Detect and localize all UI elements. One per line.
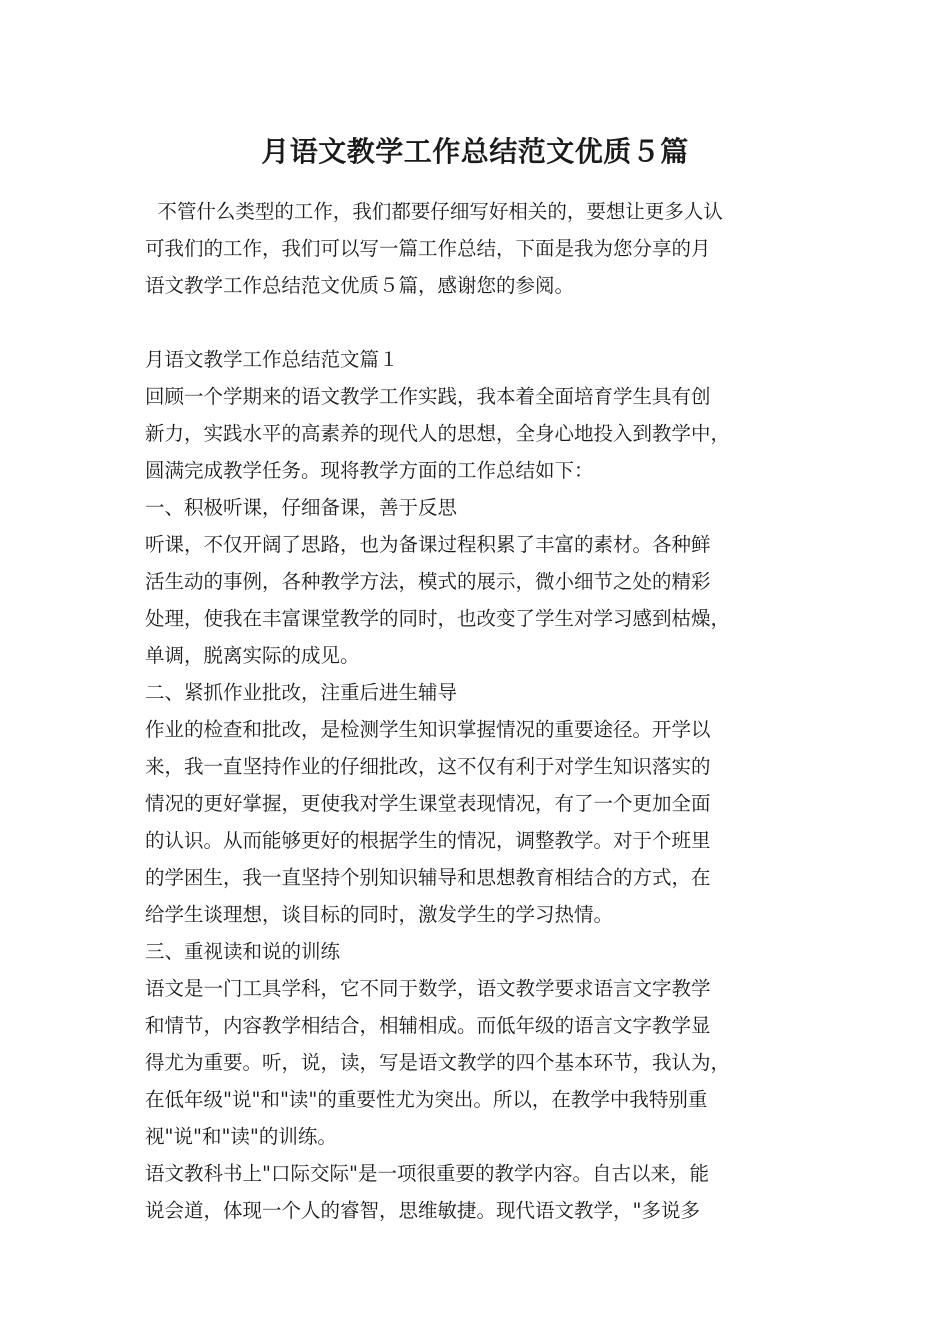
- text-line: 圆满完成教学任务。现将教学方面的工作总结如下：: [145, 459, 594, 482]
- text-line: 三、重视读和说的训练: [145, 940, 341, 963]
- document-body: [145, 193, 825, 1229]
- text-line: 语文教科书上"口际交际"是一项很重要的教学内容。自古以来，能: [145, 1162, 709, 1185]
- text-line: 说会道，体现一个人的睿智，思维敏捷。现代语文教学，"多说多: [145, 1199, 700, 1222]
- text-line: 给学生谈理想，谈目标的同时，激发学生的学习热情。: [145, 903, 614, 926]
- text-line: 的学困生，我一直坚持个别知识辅导和思想教育相结合的方式，在: [145, 866, 711, 889]
- text-line: 活生动的事例，各种教学方法，模式的展示，微小细节之处的精彩: [145, 570, 711, 593]
- text-line: 和情节，内容教学相结合，相辅相成。而低年级的语言文字教学显: [145, 1014, 711, 1037]
- text-line: 新力，实践水平的高素养的现代人的思想，全身心地投入到教学中，: [145, 422, 731, 445]
- blank-line: [145, 304, 825, 341]
- text-line: 处理，使我在丰富课堂教学的同时，也改变了学生对学习感到枯燥，: [145, 607, 731, 630]
- text-line: 情况的更好掌握，更使我对学生课堂表现情况，有了一个更加全面: [145, 792, 711, 815]
- document-title: 月语文教学工作总结范文优质５篇: [261, 135, 689, 168]
- text-line: 听课，不仅开阔了思路，也为备课过程积累了丰富的素材。各种鲜: [145, 533, 711, 556]
- text-line: 的认识。从而能够更好的根据学生的情况，调整教学。对于个班里: [145, 829, 711, 852]
- text-line: 来，我一直坚持作业的仔细批改，这不仅有利于对学生知识落实的: [145, 755, 711, 778]
- text-line: 语文是一门工具学科，它不同于数学，语文教学要求语言文字教学: [145, 977, 711, 1000]
- text-line: 一、积极听课，仔细备课，善于反思: [145, 496, 458, 519]
- text-line: 可我们的工作，我们可以写一篇工作总结，下面是我为您分享的月: [145, 237, 711, 260]
- text-line: 作业的检查和批改，是检测学生知识掌握情况的重要途径。开学以: [145, 718, 711, 741]
- text-line: 在低年级"说"和"读"的重要性尤为突出。所以，在教学中我特别重: [145, 1088, 708, 1111]
- text-line: 月语文教学工作总结范文篇１: [145, 348, 399, 371]
- text-line: 二、紧抓作业批改，注重后进生辅导: [145, 681, 458, 704]
- text-line: 得尤为重要。听，说，读，写是语文教学的四个基本环节，我认为，: [145, 1051, 731, 1074]
- text-line: 回顾一个学期来的语文教学工作实践，我本着全面培育学生具有创: [145, 385, 711, 408]
- text-line: 语文教学工作总结范文优质５篇，感谢您的参阅。: [145, 274, 575, 297]
- text-line: 单调，脱离实际的成见。: [145, 644, 360, 667]
- text-line: 视"说"和"读"的训练。: [145, 1125, 337, 1148]
- text-line: 不管什么类型的工作，我们都要仔细写好相关的，要想让更多人认: [145, 200, 723, 223]
